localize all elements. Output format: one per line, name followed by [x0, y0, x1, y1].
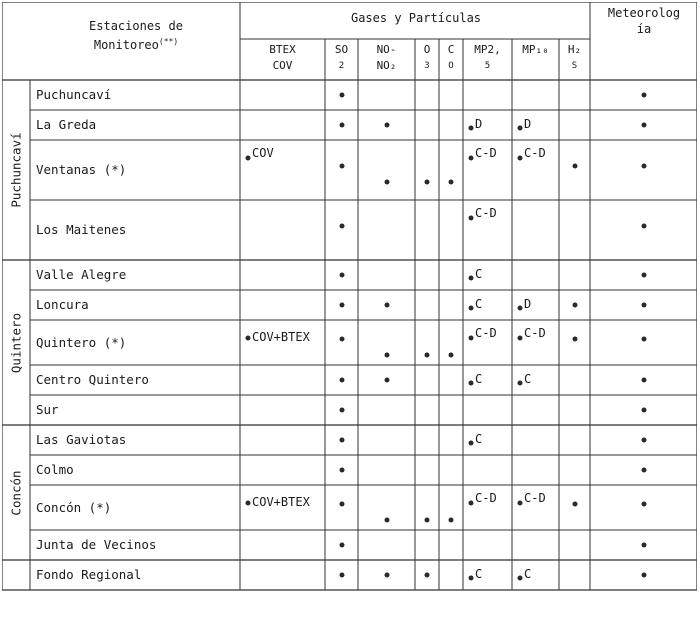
stations-header — [32, 18, 240, 53]
measurement-dot-nox — [384, 573, 389, 578]
column-header-mp25 — [463, 42, 512, 74]
station-name: Las Gaviotas — [36, 432, 127, 447]
column-header-line1: O — [423, 43, 431, 56]
measurement-code-mp25: C-D — [475, 326, 497, 340]
measurement-dot-mp25 — [469, 336, 474, 341]
measurement-dot-meteo — [641, 543, 646, 548]
region-label: Quintero — [8, 312, 24, 373]
measurement-dot-mp10 — [518, 336, 523, 341]
column-header-nox — [358, 42, 415, 74]
measurement-dot-o3 — [425, 352, 430, 357]
station-name: Sur — [36, 402, 59, 417]
column-header-line2: S — [571, 61, 578, 71]
measurement-dot-so2 — [339, 378, 344, 383]
column-header-line1: MP2, — [474, 43, 501, 56]
station-name: Concón (*) — [36, 499, 112, 515]
column-header-line2: COV — [272, 59, 293, 72]
column-header-o3 — [415, 42, 439, 74]
measurement-dot-meteo — [641, 408, 646, 413]
measurement-dot-so2 — [339, 273, 344, 278]
measurement-dot-mp25 — [469, 306, 474, 311]
measurement-dot-meteo — [641, 164, 646, 169]
measurement-dot-so2 — [339, 573, 344, 578]
measurement-code-mp10: D — [524, 117, 532, 131]
measurement-code-mp10: C-D — [524, 326, 546, 340]
meteo-header-line1: Meteorolog — [607, 6, 681, 20]
region-label: Concón — [8, 469, 24, 516]
column-header-h2s — [559, 42, 590, 74]
measurement-dot-mp25 — [469, 156, 474, 161]
column-header-btex — [240, 42, 325, 74]
measurement-code-btex: COV+BTEX — [252, 495, 310, 509]
measurement-dot-meteo — [641, 224, 646, 229]
measurement-dot-nox — [384, 378, 389, 383]
station-name: Fondo Regional — [36, 567, 142, 582]
station-name: Colmo — [36, 462, 74, 477]
measurement-dot-so2 — [339, 438, 344, 443]
column-header-co — [439, 42, 463, 74]
station-name: Ventanas (*) — [36, 162, 127, 177]
station-name: Quintero (*) — [36, 334, 127, 350]
measurement-dot-meteo — [641, 123, 646, 128]
measurement-dot-co — [449, 352, 454, 357]
column-header-mp10 — [512, 42, 559, 58]
measurement-dot-mp10 — [518, 156, 523, 161]
measurement-code-mp10: D — [524, 297, 532, 311]
measurement-dot-meteo — [641, 378, 646, 383]
measurement-dot-btex — [246, 336, 251, 341]
measurement-dot-mp25 — [469, 126, 474, 131]
stations-header-line1: Estaciones de — [89, 19, 183, 33]
stations-header-line2: Monitoreo — [93, 38, 159, 52]
measurement-dot-nox — [384, 303, 389, 308]
measurement-dot-so2 — [339, 93, 344, 98]
measurement-code-mp25: C-D — [475, 146, 497, 160]
column-header-line2: 3 — [424, 61, 430, 71]
measurement-dot-mp25 — [469, 441, 474, 446]
measurement-dot-co — [449, 517, 454, 522]
measurement-dot-meteo — [641, 273, 646, 278]
measurement-dot-o3 — [425, 573, 430, 578]
measurement-dot-so2 — [339, 408, 344, 413]
measurement-dot-nox — [384, 180, 389, 185]
measurement-dot-mp25 — [469, 216, 474, 221]
station-name: Puchuncaví — [36, 87, 112, 102]
column-header-line2: NO₂ — [376, 59, 397, 72]
meteo-header — [592, 5, 696, 37]
measurement-dot-so2 — [339, 303, 344, 308]
station-name: Centro Quintero — [36, 372, 149, 387]
station-name: Junta de Vecinos — [36, 537, 157, 552]
column-header-line1: NO- — [376, 43, 397, 56]
measurement-dot-mp10 — [518, 306, 523, 311]
measurement-dot-meteo — [641, 573, 646, 578]
column-header-line2: 2 — [338, 61, 345, 71]
measurement-dot-meteo — [641, 438, 646, 443]
measurement-code-mp25: D — [475, 117, 483, 131]
measurement-code-mp25: C — [475, 372, 483, 386]
measurement-dot-mp10 — [518, 126, 523, 131]
station-name: Los Maitenes — [36, 222, 127, 237]
measurement-dot-meteo — [641, 468, 646, 473]
measurement-dot-h2s — [572, 303, 577, 308]
measurement-code-mp25: C-D — [475, 206, 497, 220]
measurement-dot-h2s — [572, 501, 577, 506]
measurement-code-mp25: C — [475, 567, 483, 581]
measurement-code-mp25: C-D — [475, 491, 497, 505]
measurement-code-mp25: C — [475, 432, 483, 446]
measurement-code-mp10: C — [524, 567, 532, 581]
measurement-dot-o3 — [425, 180, 430, 185]
measurement-code-mp10: C-D — [524, 491, 546, 505]
measurement-code-btex: COV — [252, 146, 274, 160]
station-name: Loncura — [36, 297, 89, 312]
measurement-dot-mp25 — [469, 276, 474, 281]
measurement-dot-meteo — [641, 501, 646, 506]
measurement-dot-mp10 — [518, 381, 523, 386]
measurement-dot-btex — [246, 501, 251, 506]
measurement-dot-meteo — [641, 336, 646, 341]
stations-header-sup: (**) — [158, 37, 179, 46]
column-header-line1: MP₁₀ — [522, 43, 549, 56]
measurement-dot-so2 — [339, 164, 344, 169]
measurement-dot-mp25 — [469, 501, 474, 506]
measurement-dot-meteo — [641, 303, 646, 308]
measurement-dot-mp25 — [469, 381, 474, 386]
column-header-so2 — [325, 42, 358, 74]
measurement-dot-mp10 — [518, 576, 523, 581]
measurement-dot-so2 — [339, 501, 344, 506]
measurement-dot-mp10 — [518, 501, 523, 506]
column-header-line1: C — [447, 43, 455, 56]
measurement-dot-btex — [246, 156, 251, 161]
measurement-dot-h2s — [572, 164, 577, 169]
column-header-line1: SO — [334, 43, 349, 56]
measurement-dot-so2 — [339, 543, 344, 548]
measurement-dot-mp25 — [469, 576, 474, 581]
measurement-dot-o3 — [425, 517, 430, 522]
gases-header-text: Gases y Partículas — [350, 11, 482, 25]
station-name: La Greda — [36, 117, 97, 132]
column-header-line2: O — [448, 61, 454, 71]
meteo-header-line2: ía — [636, 22, 652, 36]
measurement-dot-co — [449, 180, 454, 185]
measurement-code-mp25: C — [475, 297, 483, 311]
monitoring-stations-table — [2, 2, 697, 634]
measurement-dot-meteo — [641, 93, 646, 98]
measurement-code-mp10: C-D — [524, 146, 546, 160]
measurement-dot-nox — [384, 123, 389, 128]
measurement-dot-so2 — [339, 468, 344, 473]
measurement-dot-so2 — [339, 336, 344, 341]
measurement-code-btex: COV+BTEX — [252, 330, 310, 344]
column-header-line1: BTEX — [269, 43, 296, 56]
measurement-dot-h2s — [572, 336, 577, 341]
measurement-code-mp25: C — [475, 267, 483, 281]
measurement-dot-nox — [384, 517, 389, 522]
gases-header — [242, 10, 590, 26]
column-header-line1: H₂ — [567, 43, 582, 56]
column-header-line2: 5 — [484, 61, 491, 71]
region-label: Puchuncaví — [8, 132, 24, 208]
station-name: Valle Alegre — [36, 267, 127, 282]
measurement-dot-nox — [384, 352, 389, 357]
measurement-dot-so2 — [339, 123, 344, 128]
measurement-code-mp10: C — [524, 372, 532, 386]
measurement-dot-so2 — [339, 224, 344, 229]
